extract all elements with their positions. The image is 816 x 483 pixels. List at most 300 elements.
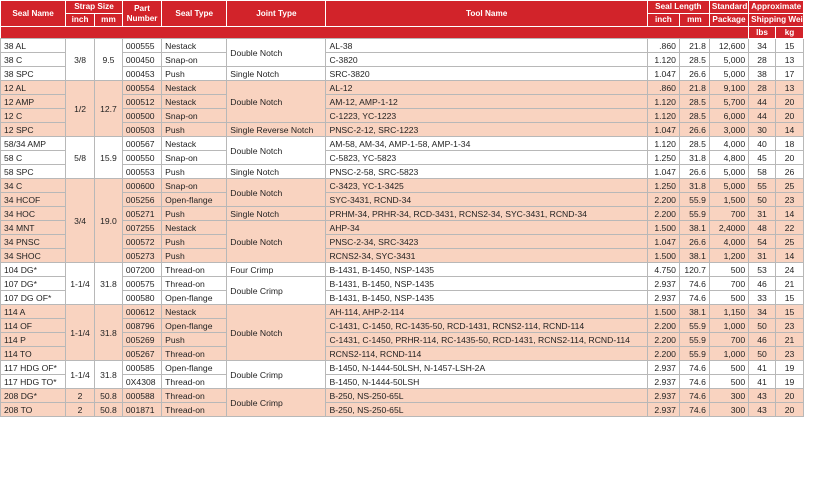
seal-name-cell: 114 TO — [1, 347, 66, 361]
standard-package-cell: 5,000 — [709, 179, 748, 193]
standard-package-cell: 1,000 — [709, 347, 748, 361]
weight-kg-cell: 23 — [775, 347, 803, 361]
weight-lbs-cell: 41 — [749, 361, 776, 375]
part-number-line1: Part — [134, 3, 150, 13]
seal-type-cell: Nestack — [162, 137, 227, 151]
col-tool-name: Tool Name — [326, 1, 647, 27]
table-row — [1, 81, 804, 95]
weight-kg-cell: 13 — [775, 81, 803, 95]
joint-type-cell: Double Notch — [227, 39, 326, 67]
weight-kg-cell: 17 — [775, 67, 803, 81]
seal-length-mm-cell: 28.5 — [679, 95, 709, 109]
seal-length-inch-cell: 2.937 — [647, 403, 679, 417]
weight-kg-cell: 20 — [775, 389, 803, 403]
seal-type-cell: Snap-on — [162, 151, 227, 165]
seal-length-mm-cell: 55.9 — [679, 347, 709, 361]
weight-lbs-cell: 48 — [749, 221, 776, 235]
part-number-cell: 000453 — [122, 67, 161, 81]
standard-package-cell: 4,800 — [709, 151, 748, 165]
joint-type-cell: Four Crimp — [227, 263, 326, 277]
tool-name-cell: C-1431, C-1450, PRHR-114, RC-1435-50, RCD-1431, RCNS2-114, RCND-114 — [326, 333, 647, 347]
part-number-cell: 000554 — [122, 81, 161, 95]
strap-mm-cell: 19.0 — [95, 179, 123, 263]
seal-name-cell: 12 SPC — [1, 123, 66, 137]
seal-length-inch-cell: .860 — [647, 81, 679, 95]
col-seal-type: Seal Type — [162, 1, 227, 27]
seal-name-cell: 114 OF — [1, 319, 66, 333]
weight-kg-cell: 19 — [775, 375, 803, 389]
col-part-number — [122, 1, 161, 27]
col-seal-length: Seal Length — [647, 1, 709, 14]
seal-type-cell: Snap-on — [162, 109, 227, 123]
standard-package-cell: 1,150 — [709, 305, 748, 319]
strap-mm-cell: 15.9 — [95, 137, 123, 179]
strap-inch-cell: 1-1/4 — [66, 263, 95, 305]
seal-length-mm-cell: 55.9 — [679, 333, 709, 347]
seal-length-mm-cell: 28.5 — [679, 109, 709, 123]
table-row — [1, 403, 804, 417]
weight-lbs-cell: 34 — [749, 39, 776, 53]
tool-name-cell: C-5823, YC-5823 — [326, 151, 647, 165]
seal-type-cell: Nestack — [162, 39, 227, 53]
weight-lbs-cell: 33 — [749, 291, 776, 305]
standard-package-cell: 2,4000 — [709, 221, 748, 235]
weight-kg-cell: 19 — [775, 361, 803, 375]
weight-kg-cell: 18 — [775, 137, 803, 151]
seal-length-inch-cell: 1.250 — [647, 151, 679, 165]
col-shipping-title: Approximate — [749, 1, 804, 14]
seal-type-cell: Thread-on — [162, 389, 227, 403]
table-header — [1, 1, 816, 39]
weight-kg-cell: 15 — [775, 39, 803, 53]
weight-lbs-cell: 45 — [749, 151, 776, 165]
tool-name-cell: B-250, NS-250-65L — [326, 389, 647, 403]
weight-kg-cell: 26 — [775, 165, 803, 179]
seal-type-cell: Thread-on — [162, 403, 227, 417]
col-package: Package — [709, 14, 748, 27]
table-body — [1, 39, 804, 417]
tool-name-cell: AH-114, AHP-2-114 — [326, 305, 647, 319]
seal-type-cell: Thread-on — [162, 277, 227, 291]
seal-length-inch-cell: 1.047 — [647, 165, 679, 179]
seal-length-mm-cell: 26.6 — [679, 165, 709, 179]
seal-length-inch-cell: 1.047 — [647, 235, 679, 249]
part-number-cell: 000585 — [122, 361, 161, 375]
strap-mm-cell: 31.8 — [95, 361, 123, 389]
weight-lbs-cell: 31 — [749, 249, 776, 263]
col-lbs: lbs — [749, 27, 776, 39]
seal-length-mm-cell: 55.9 — [679, 319, 709, 333]
part-number-line2: Number — [126, 13, 158, 23]
joint-type-cell: Double Notch — [227, 137, 326, 165]
seal-length-inch-cell: 1.120 — [647, 109, 679, 123]
seal-type-cell: Push — [162, 123, 227, 137]
seal-name-cell: 34 HCOF — [1, 193, 66, 207]
tool-name-cell: B-1431, B-1450, NSP-1435 — [326, 291, 647, 305]
part-number-cell: 0X4308 — [122, 375, 161, 389]
seal-length-inch-cell: 1.047 — [647, 67, 679, 81]
standard-package-cell: 1,200 — [709, 249, 748, 263]
standard-package-cell: 300 — [709, 403, 748, 417]
seal-length-mm-cell: 74.6 — [679, 389, 709, 403]
part-number-cell: 000450 — [122, 53, 161, 67]
strap-inch-cell: 3/4 — [66, 179, 95, 263]
weight-lbs-cell: 55 — [749, 179, 776, 193]
weight-lbs-cell: 28 — [749, 53, 776, 67]
seal-name-cell: 208 DG* — [1, 389, 66, 403]
tool-name-cell: PNSC-2-34, SRC-3423 — [326, 235, 647, 249]
seal-length-inch-cell: 1.500 — [647, 305, 679, 319]
strap-mm-cell: 50.8 — [95, 403, 123, 417]
part-number-cell: 000572 — [122, 235, 161, 249]
part-number-cell: 001871 — [122, 403, 161, 417]
weight-lbs-cell: 46 — [749, 277, 776, 291]
strap-inch-cell: 2 — [66, 403, 95, 417]
part-number-cell: 000600 — [122, 179, 161, 193]
part-number-cell: 007200 — [122, 263, 161, 277]
weight-lbs-cell: 58 — [749, 165, 776, 179]
seal-name-cell: 34 HOC — [1, 207, 66, 221]
part-number-cell: 000500 — [122, 109, 161, 123]
seal-name-cell: 12 AL — [1, 81, 66, 95]
seal-length-mm-cell: 38.1 — [679, 221, 709, 235]
standard-package-cell: 5,000 — [709, 53, 748, 67]
seal-type-cell: Thread-on — [162, 347, 227, 361]
seal-type-cell: Nestack — [162, 221, 227, 235]
tool-name-cell: AHP-34 — [326, 221, 647, 235]
part-number-cell: 000580 — [122, 291, 161, 305]
part-number-cell: 000567 — [122, 137, 161, 151]
seal-name-cell: 58/34 AMP — [1, 137, 66, 151]
part-number-cell: 000503 — [122, 123, 161, 137]
seal-name-cell: 208 TO — [1, 403, 66, 417]
standard-package-cell: 700 — [709, 207, 748, 221]
tool-name-cell: AM-12, AMP-1-12 — [326, 95, 647, 109]
tool-name-cell: C-1223, YC-1223 — [326, 109, 647, 123]
seal-length-mm-cell: 31.8 — [679, 179, 709, 193]
joint-type-cell: Single Notch — [227, 207, 326, 221]
seal-name-cell: 34 SHOC — [1, 249, 66, 263]
seal-type-cell: Push — [162, 165, 227, 179]
seal-type-cell: Open-flange — [162, 319, 227, 333]
weight-kg-cell: 20 — [775, 109, 803, 123]
seal-length-inch-cell: 2.200 — [647, 333, 679, 347]
strap-mm-cell: 12.7 — [95, 81, 123, 137]
part-number-cell: 005271 — [122, 207, 161, 221]
seal-length-inch-cell: .860 — [647, 39, 679, 53]
seal-type-cell: Open-flange — [162, 291, 227, 305]
part-number-cell: 000588 — [122, 389, 161, 403]
weight-kg-cell: 14 — [775, 123, 803, 137]
seal-length-inch-cell: 1.120 — [647, 95, 679, 109]
weight-kg-cell: 24 — [775, 263, 803, 277]
seal-length-mm-cell: 38.1 — [679, 249, 709, 263]
seal-length-inch-cell: 1.047 — [647, 123, 679, 137]
tool-name-cell: C-1431, C-1450, RC-1435-50, RCD-1431, RCNS2-114, RCND-114 — [326, 319, 647, 333]
seal-type-cell: Push — [162, 333, 227, 347]
weight-kg-cell: 21 — [775, 277, 803, 291]
weight-kg-cell: 20 — [775, 95, 803, 109]
strap-inch-cell: 3/8 — [66, 39, 95, 81]
seal-length-inch-cell: 1.120 — [647, 53, 679, 67]
weight-kg-cell: 22 — [775, 221, 803, 235]
seal-name-cell: 34 PNSC — [1, 235, 66, 249]
seal-length-mm-cell: 38.1 — [679, 305, 709, 319]
weight-lbs-cell: 38 — [749, 67, 776, 81]
table-row — [1, 305, 804, 319]
standard-package-cell: 1,000 — [709, 319, 748, 333]
weight-lbs-cell: 43 — [749, 389, 776, 403]
weight-kg-cell: 21 — [775, 333, 803, 347]
joint-type-cell: Double Notch — [227, 81, 326, 123]
seal-length-mm-cell: 26.6 — [679, 67, 709, 81]
seal-name-cell: 107 DG OF* — [1, 291, 66, 305]
seal-length-inch-cell: 2.200 — [647, 207, 679, 221]
seal-name-cell: 34 C — [1, 179, 66, 193]
part-number-cell: 005267 — [122, 347, 161, 361]
weight-lbs-cell: 43 — [749, 403, 776, 417]
weight-kg-cell: 25 — [775, 235, 803, 249]
seal-type-cell: Thread-on — [162, 263, 227, 277]
seal-type-cell: Nestack — [162, 95, 227, 109]
seal-type-cell: Open-flange — [162, 193, 227, 207]
weight-kg-cell: 13 — [775, 53, 803, 67]
standard-package-cell: 9,100 — [709, 81, 748, 95]
standard-package-cell: 5,000 — [709, 165, 748, 179]
seal-length-inch-cell: 1.500 — [647, 221, 679, 235]
strap-inch-cell: 5/8 — [66, 137, 95, 179]
table-row — [1, 137, 804, 151]
seal-name-cell: 114 P — [1, 333, 66, 347]
weight-lbs-cell: 30 — [749, 123, 776, 137]
col-standard: Standard — [709, 1, 748, 14]
part-number-cell: 000550 — [122, 151, 161, 165]
seal-length-mm-cell: 28.5 — [679, 137, 709, 151]
col-strap-inch: inch — [66, 14, 95, 27]
joint-type-cell: Double Notch — [227, 221, 326, 263]
standard-package-cell: 500 — [709, 263, 748, 277]
standard-package-cell: 700 — [709, 333, 748, 347]
seal-name-cell: 104 DG* — [1, 263, 66, 277]
standard-package-cell: 300 — [709, 389, 748, 403]
seal-length-mm-cell: 31.8 — [679, 151, 709, 165]
tool-name-cell: SRC-3820 — [326, 67, 647, 81]
table-row — [1, 39, 804, 53]
seal-type-cell: Push — [162, 67, 227, 81]
standard-package-cell: 1,500 — [709, 193, 748, 207]
strap-mm-cell: 9.5 — [95, 39, 123, 81]
seal-length-inch-cell: 2.937 — [647, 361, 679, 375]
weight-lbs-cell: 50 — [749, 193, 776, 207]
weight-lbs-cell: 53 — [749, 263, 776, 277]
seal-name-cell: 107 DG* — [1, 277, 66, 291]
part-number-cell: 005273 — [122, 249, 161, 263]
weight-kg-cell: 15 — [775, 305, 803, 319]
seal-name-cell: 58 C — [1, 151, 66, 165]
table-row — [1, 389, 804, 403]
tool-name-cell: RCNS2-34, SYC-3431 — [326, 249, 647, 263]
standard-package-cell: 500 — [709, 291, 748, 305]
table-row — [1, 179, 804, 193]
seal-length-inch-cell: 2.200 — [647, 347, 679, 361]
standard-package-cell: 3,000 — [709, 123, 748, 137]
seal-name-cell: 38 AL — [1, 39, 66, 53]
tool-name-cell: PNSC-2-58, SRC-5823 — [326, 165, 647, 179]
seal-length-inch-cell: 2.937 — [647, 389, 679, 403]
col-shipping-weight: Shipping Weight — [749, 14, 804, 27]
weight-kg-cell: 15 — [775, 291, 803, 305]
weight-lbs-cell: 40 — [749, 137, 776, 151]
tool-name-cell: B-250, NS-250-65L — [326, 403, 647, 417]
strap-inch-cell: 2 — [66, 389, 95, 403]
seal-length-mm-cell: 21.8 — [679, 39, 709, 53]
weight-kg-cell: 20 — [775, 151, 803, 165]
joint-type-cell: Double Crimp — [227, 361, 326, 389]
weight-lbs-cell: 50 — [749, 319, 776, 333]
part-number-cell: 008796 — [122, 319, 161, 333]
standard-package-cell: 5,000 — [709, 67, 748, 81]
seal-length-inch-cell: 2.937 — [647, 291, 679, 305]
seal-length-mm-cell: 55.9 — [679, 193, 709, 207]
seal-length-mm-cell: 26.6 — [679, 123, 709, 137]
seal-length-inch-cell: 2.937 — [647, 375, 679, 389]
weight-kg-cell: 20 — [775, 403, 803, 417]
joint-type-cell: Double Notch — [227, 305, 326, 361]
seal-type-cell: Nestack — [162, 81, 227, 95]
table-row — [1, 263, 804, 277]
weight-lbs-cell: 54 — [749, 235, 776, 249]
weight-kg-cell: 14 — [775, 207, 803, 221]
tool-name-cell: B-1431, B-1450, NSP-1435 — [326, 277, 647, 291]
seal-name-cell: 114 A — [1, 305, 66, 319]
joint-type-cell: Double Crimp — [227, 389, 326, 417]
seal-name-cell: 12 C — [1, 109, 66, 123]
seal-name-cell: 58 SPC — [1, 165, 66, 179]
weight-kg-cell: 14 — [775, 249, 803, 263]
seal-type-cell: Nestack — [162, 305, 227, 319]
seal-length-mm-cell: 120.7 — [679, 263, 709, 277]
standard-package-cell: 500 — [709, 361, 748, 375]
seal-type-cell: Snap-on — [162, 179, 227, 193]
tool-name-cell: C-3423, YC-1-3425 — [326, 179, 647, 193]
strap-inch-cell: 1-1/4 — [66, 305, 95, 361]
seal-name-cell: 117 HDG OF* — [1, 361, 66, 375]
col-strap-mm: mm — [95, 14, 123, 27]
weight-lbs-cell: 34 — [749, 305, 776, 319]
weight-lbs-cell: 28 — [749, 81, 776, 95]
seal-name-cell: 34 MNT — [1, 221, 66, 235]
tool-name-cell: B-1450, N-1444-50LSH — [326, 375, 647, 389]
seal-type-cell: Snap-on — [162, 53, 227, 67]
seal-length-inch-cell: 4.750 — [647, 263, 679, 277]
weight-lbs-cell: 46 — [749, 333, 776, 347]
seal-length-inch-cell: 1.500 — [647, 249, 679, 263]
seal-length-mm-cell: 74.6 — [679, 291, 709, 305]
part-number-cell: 005269 — [122, 333, 161, 347]
col-length-mm: mm — [679, 14, 709, 27]
seal-name-cell: 117 HDG TO* — [1, 375, 66, 389]
weight-lbs-cell: 50 — [749, 347, 776, 361]
seal-type-cell: Thread-on — [162, 375, 227, 389]
col-joint-type: Joint Type — [227, 1, 326, 27]
standard-package-cell: 700 — [709, 277, 748, 291]
weight-kg-cell: 25 — [775, 179, 803, 193]
col-strap-size: Strap Size — [66, 1, 123, 14]
joint-type-cell: Single Reverse Notch — [227, 123, 326, 137]
seal-length-mm-cell: 74.6 — [679, 403, 709, 417]
seal-length-inch-cell: 1.250 — [647, 179, 679, 193]
standard-package-cell: 500 — [709, 375, 748, 389]
seal-type-cell: Push — [162, 207, 227, 221]
seal-length-mm-cell: 74.6 — [679, 361, 709, 375]
seal-length-mm-cell: 74.6 — [679, 375, 709, 389]
seal-length-inch-cell: 2.937 — [647, 277, 679, 291]
tool-name-cell: PRHM-34, PRHR-34, RCD-3431, RCNS2-34, SYC-3431, RCND-34 — [326, 207, 647, 221]
tool-name-cell: B-1450, N-1444-50LSH, N-1457-LSH-2A — [326, 361, 647, 375]
tool-name-cell: B-1431, B-1450, NSP-1435 — [326, 263, 647, 277]
seal-length-mm-cell: 26.6 — [679, 235, 709, 249]
part-number-cell: 000612 — [122, 305, 161, 319]
seal-length-inch-cell: 2.200 — [647, 193, 679, 207]
seal-length-inch-cell: 1.120 — [647, 137, 679, 151]
joint-type-cell: Single Notch — [227, 165, 326, 179]
weight-lbs-cell: 44 — [749, 109, 776, 123]
weight-lbs-cell: 41 — [749, 375, 776, 389]
strap-mm-cell: 50.8 — [95, 389, 123, 403]
weight-lbs-cell: 44 — [749, 95, 776, 109]
seal-length-inch-cell: 2.200 — [647, 319, 679, 333]
col-kg: kg — [775, 27, 803, 39]
joint-type-cell: Double Crimp — [227, 277, 326, 305]
weight-kg-cell: 23 — [775, 319, 803, 333]
seal-length-mm-cell: 28.5 — [679, 53, 709, 67]
part-number-cell: 007255 — [122, 221, 161, 235]
tool-name-cell: RCNS2-114, RCND-114 — [326, 347, 647, 361]
seal-name-cell: 38 C — [1, 53, 66, 67]
strap-inch-cell: 1-1/4 — [66, 361, 95, 389]
standard-package-cell: 4,000 — [709, 137, 748, 151]
seal-length-mm-cell: 55.9 — [679, 207, 709, 221]
part-number-cell: 000553 — [122, 165, 161, 179]
tool-name-cell: AM-58, AM-34, AMP-1-58, AMP-1-34 — [326, 137, 647, 151]
joint-type-cell: Single Notch — [227, 67, 326, 81]
part-number-cell: 000512 — [122, 95, 161, 109]
seal-name-cell: 12 AMP — [1, 95, 66, 109]
seal-length-mm-cell: 74.6 — [679, 277, 709, 291]
col-seal-name: Seal Name — [1, 1, 66, 27]
col-length-inch: inch — [647, 14, 679, 27]
joint-type-cell: Double Notch — [227, 179, 326, 207]
standard-package-cell: 5,700 — [709, 95, 748, 109]
standard-package-cell: 6,000 — [709, 109, 748, 123]
strap-mm-cell: 31.8 — [95, 263, 123, 305]
seal-name-cell: 38 SPC — [1, 67, 66, 81]
strap-inch-cell: 1/2 — [66, 81, 95, 137]
table-row — [1, 361, 804, 375]
standard-package-cell: 12,600 — [709, 39, 748, 53]
seal-type-cell: Open-flange — [162, 361, 227, 375]
part-number-cell: 000555 — [122, 39, 161, 53]
seal-length-mm-cell: 21.8 — [679, 81, 709, 95]
tool-name-cell: AL-38 — [326, 39, 647, 53]
tool-name-cell: AL-12 — [326, 81, 647, 95]
tool-name-cell: C-3820 — [326, 53, 647, 67]
seal-type-cell: Push — [162, 249, 227, 263]
strap-mm-cell: 31.8 — [95, 305, 123, 361]
tool-name-cell: PNSC-2-12, SRC-1223 — [326, 123, 647, 137]
seal-type-cell: Push — [162, 235, 227, 249]
weight-kg-cell: 23 — [775, 193, 803, 207]
